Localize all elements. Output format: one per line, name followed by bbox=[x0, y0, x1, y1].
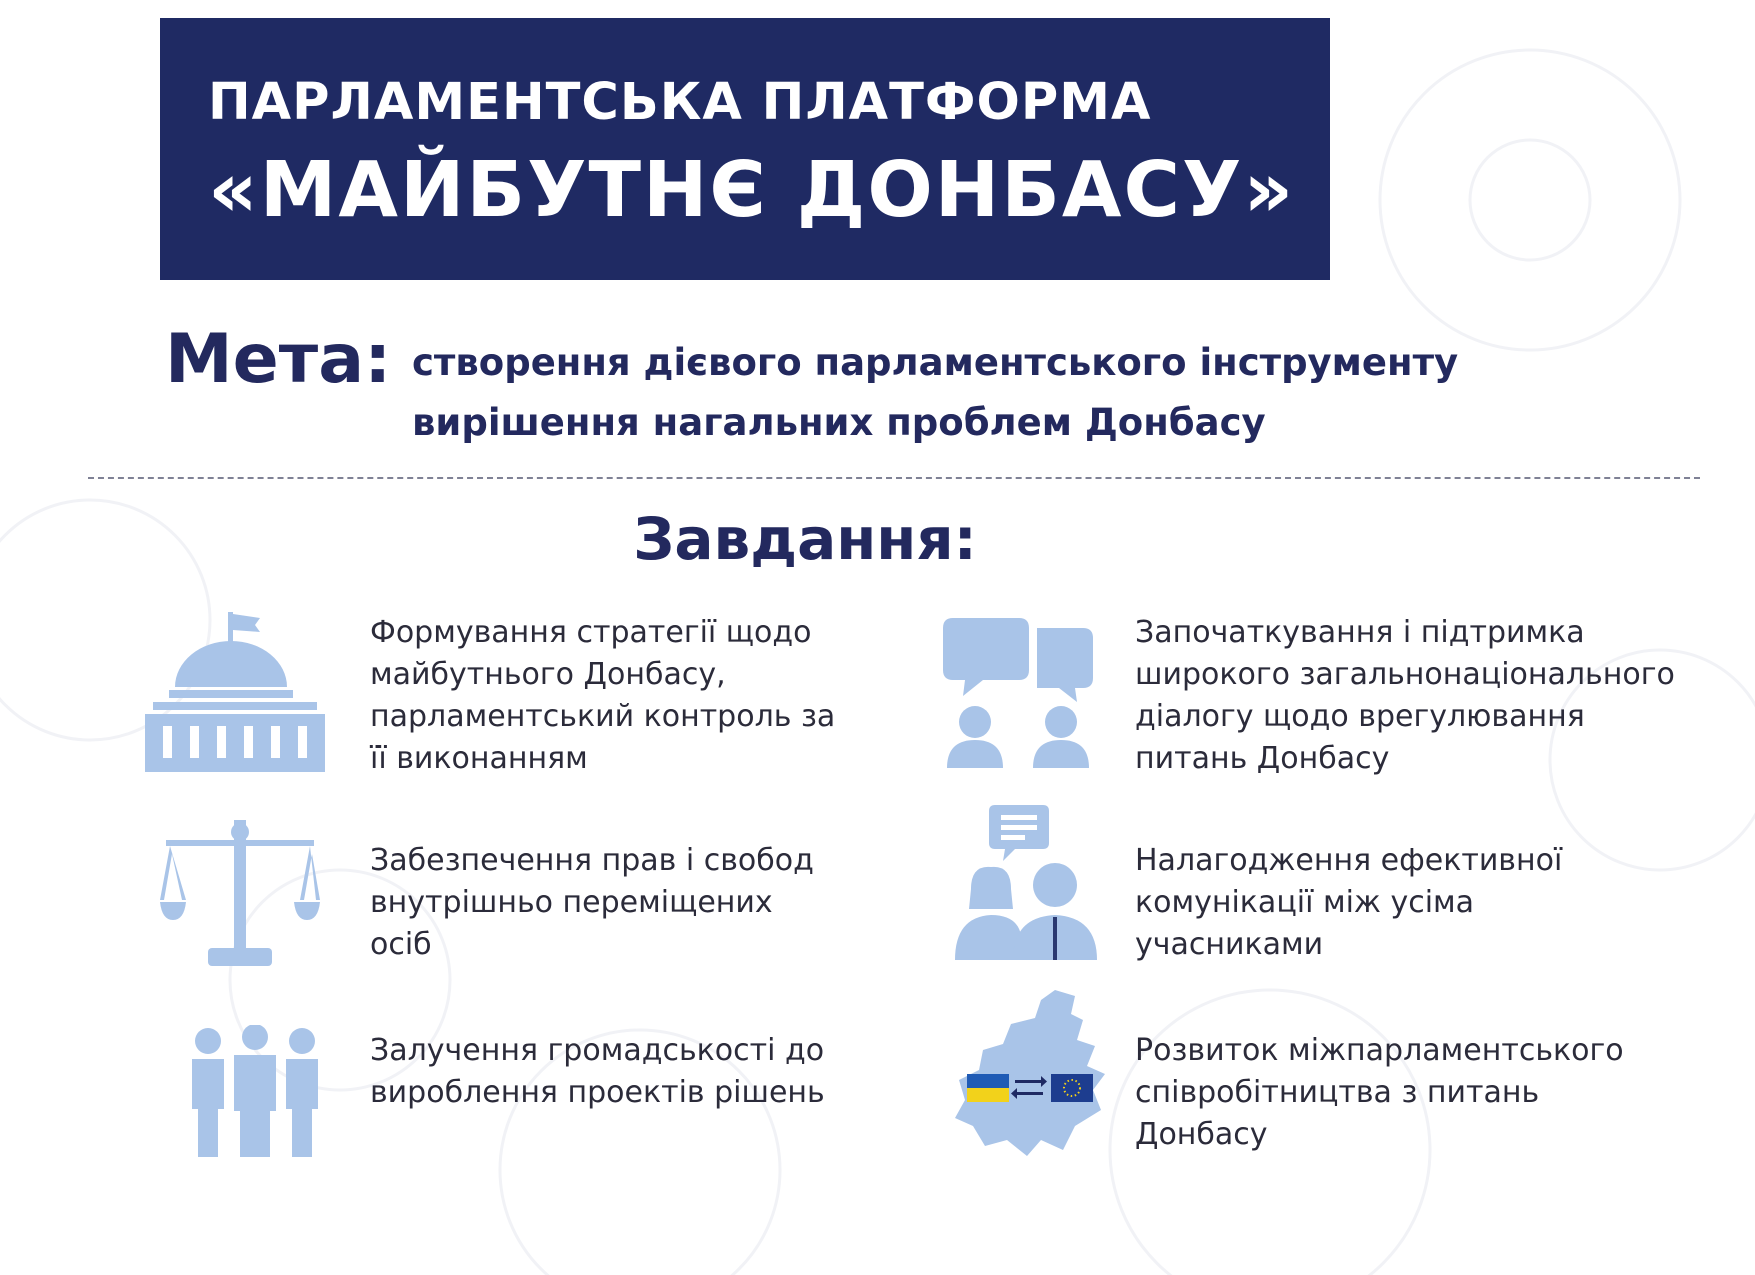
goal-text: створення дієвого парламентського інструменту вирішення нагальних проблем Донбасу bbox=[412, 341, 1459, 444]
dashed-divider bbox=[88, 477, 1700, 479]
task-text: Формування стратегії щодо майбутнього Донбасу, парламентський контроль за її виконанням bbox=[370, 615, 836, 776]
community-group-icon bbox=[190, 1025, 320, 1157]
communication-people-icon bbox=[955, 805, 1105, 960]
goal-label: Мета: bbox=[165, 320, 392, 399]
title-banner bbox=[160, 18, 1330, 280]
eu-flag bbox=[1051, 1074, 1093, 1102]
banner-title-line2: «МАЙБУТНЄ ДОНБАСУ» bbox=[208, 146, 1296, 235]
task-text: Розвиток міжпарламентського співробітництва з питань Донбасу bbox=[1135, 1033, 1624, 1152]
tasks-heading: Завдання: bbox=[633, 505, 977, 573]
banner-title-line1: ПАРЛАМЕНТСЬКА ПЛАТФОРМА bbox=[208, 73, 1152, 132]
scales-of-justice-icon bbox=[160, 820, 320, 970]
task-text: Започаткування і підтримка широкого загальнонаціонального діалогу щодо врегулювання питань Донбасу bbox=[1135, 615, 1675, 776]
dialogue-people-icon bbox=[943, 618, 1093, 768]
parliament-building-icon bbox=[145, 612, 325, 772]
task-text: Налагодження ефективної комунікації між усіма учасниками bbox=[1135, 843, 1563, 962]
task-text: Залучення громадськості до вироблення проектів рішень bbox=[370, 1033, 825, 1110]
europe-map-flags-icon bbox=[955, 990, 1110, 1160]
ukraine-flag bbox=[967, 1074, 1009, 1102]
task-text: Забезпечення прав і свобод внутрішньо переміщених осіб bbox=[370, 843, 814, 962]
